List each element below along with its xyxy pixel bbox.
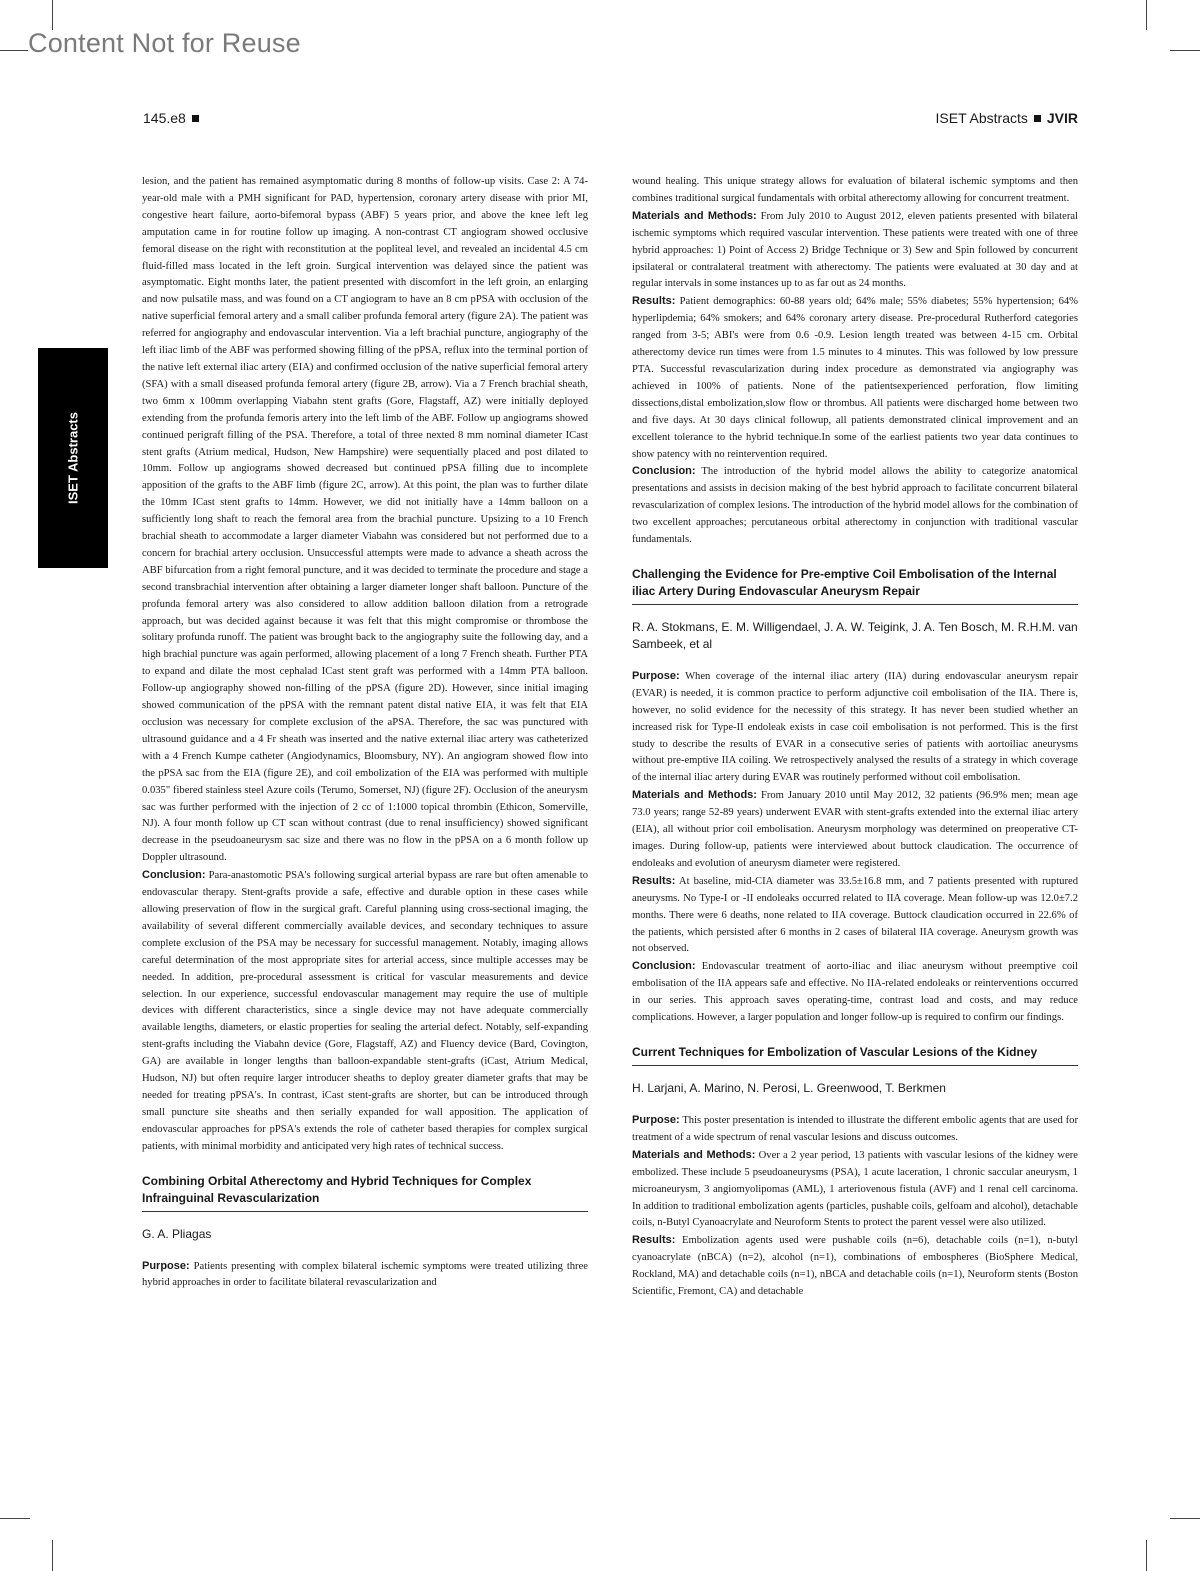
header-right: [936, 110, 1078, 126]
crop-mark: [52, 1540, 53, 1571]
case-continuation-paragraph: lesion, and the patient has remained asymptomatic during 8 months of follow-up visits. Case 2: A 74-year-old male with a PMH significant for PAD, hypertension, coronary artery disease with prior MI, congestive heart failure, aorto-bifemoral bypass (ABF) 5 years prior, and above the knee left leg amputation came in for routine follow up imaging. A non-contrast CT angiogram showed occlusive femoral disease on the right with reconstitution at the popliteal level, and revealed an incidental 4.5 cm fluid-filled mass located in the left groin. Surgical intervention was delayed since the patient was asymptomatic. Eight months later, the patient presented with discomfort in the left groin, an enlarging and now pulsatile mass, and was found on a CT angiogram to have an 8 cm pPSA with occlusion of the native superficial femoral artery and a small caliber profunda femoral artery (figure 2A). The patient was referred for angiography and endovascular intervention. Via a left brachial puncture, angiography of the left iliac limb of the ABF was performed showing filling of the pPSA, reflux into the terminal portion of the native left external iliac artery (EIA) and confirmed occlusion of the native superficial femoral artery (SFA) with a small diseased profunda femoral artery (figure 2B, arrow). Via a 7 French brachial sheath, two 6mm x 100mm overlapping Viabahn stent grafts (Gore, Flagstaff, AZ) were initially deployed extending from the profunda femoris artery into the left limb of the ABF. Follow up angiograms showed continued perigraft filling of the PSA. Therefore, a total of three nexted 8 mm nominal diameter ICast stent grafts (Atrium medical, Hudson, New Hampshire) were sequentially placed and post dilated to 10mm. Follow up angiograms showed decreased but continued pPSA filling due to incomplete apposition of the grafts to the ABF limb (figure 2C, arrow). At this point, the plan was to further dilate the 10mm ICast stent grafts to 14mm. However, we did not initially have a 14mm balloon on a sufficiently long shaft to reach the femoral area from the brachial puncture. Upsizing to a 10 French brachial sheath to accommodate a larger diameter Viabahn was considered but not performed due to a concern for brachial artery occlusion. Unsuccessful attempts were made to advance a sheath across the ABF bifurcation from a right femoral puncture, and it was decided to terminate the procedure and stage a second transbrachial intervention after obtaining a larger diameter longer shaft balloon. Puncture of the profunda femoral artery was also considered to allow addition balloon dilation from a retrograde approach, but was decided against because it was felt that this might compromise or thrombose the solitary profunda runoff. The patient was brought back to the angiography suite the following day, and a high brachial puncture was again performed, allowing placement of a long 7 French sheath. Further PTA to expand and dilate the most cephalad ICast stent graft was performed with a 14mm PTA balloon. Follow-up angiography showed non-filling of the pPSA (figure 2D). However, since initial imaging showed communication of the pPSA with the remnant patent distal native EIA, it was felt that EIA occlusion was necessary for complete exclusion of the aPSA. Therefore, the sac was punctured with ultrasound guidance and a 4 Fr sheath was inserted and the native external iliac artery was catheterized with a 4 French Kumpe catheter (Angiodynamics, Bloomsbury, NY). An angiogram showed flow into the pPSA sac from the EIA (figure 2E), and coil embolization of the EIA was performed with multiple 0.035" fibered stainless steel Azure coils (Terumo, Somerset, NJ) (figure 2F). Occlusion of the aneurysm sac was further performed with the injection of 2 cc of 1:1000 topical thrombin (Ethicon, Somerville, NJ). A four month follow up CT scan without contrast (due to renal insufficiency) showed significant decrease in the pseudoaneurysm sac size and there was no flow in the pPSA on a 6 month follow up Doppler ultrasound.: [142, 176, 588, 864]
purpose-label: Purpose:: [142, 1259, 190, 1272]
crop-mark: [0, 50, 28, 51]
materials-methods-label: Materials and Methods:: [632, 1148, 756, 1161]
purpose-text: Patients presenting with complex bilateral ischemic symptoms were treated utilizing three hybrid approaches in order to facilitate bilateral revascularization and: [142, 1260, 588, 1289]
square-bullet-icon: [1034, 115, 1041, 122]
purpose-paragraph: [632, 668, 1078, 787]
side-tab-label: ISET Abstracts: [65, 412, 81, 504]
materials-methods-paragraph: [632, 1147, 1078, 1233]
results-paragraph: [632, 873, 1078, 959]
page-header: [143, 110, 1078, 130]
materials-methods-paragraph: [632, 208, 1078, 294]
crop-mark: [0, 1518, 30, 1519]
results-text: Embolization agents used were pushable coils (n=6), detachable coils (n=1), n-butyl cyanoacrylate (nBCA) (n=2), alcohol (n=1), combinations of embospheres (BioSphere Medical, Rockland, MA) and detachable coils (n=1), nBCA and detachable coils (n=1), Neuroform stents (Boston Scientific, Fremont, CA) and detachable: [632, 1235, 1078, 1298]
purpose-label: Purpose:: [632, 1113, 680, 1126]
materials-methods-text: From January 2010 until May 2012, 32 patients (96.9% men; mean age 73.0 years; range 52-89 years) underwent EVAR with stent-grafts extended into the external iliac artery (EIA), all without prior coil embolisation. Aneurysm morphology was determined on preoperative CT-images. During follow-up, patients were interviewed about buttock claudication. The occurrence of endoleaks and evolution of aneurysm diameter were registered.: [632, 790, 1078, 869]
crop-mark: [1146, 1540, 1147, 1571]
conclusion-paragraph: [632, 958, 1078, 1027]
purpose-label: Purpose:: [632, 669, 680, 682]
crop-mark: [1170, 1518, 1200, 1519]
conclusion-label: Conclusion:: [632, 960, 696, 973]
results-text: Patient demographics: 60-88 years old; 64% male; 55% diabetes; 55% hypertension; 64% hyperlipdemia; 64% smokers; and 64% coronary artery disease. Pre-procedural Rutherford categories ranged from 3-5; ABI's were from 0.6 -0.9. Lesion length treated was between 4-15 cm. Orbital atherectomy device run times were from 1.5 minutes to 4 minutes. This was followed by low pressure PTA. Successful revascularization during index procedure as demonstrated via angiography was achieved in 100% of patients. None of the patientsexperienced perforation, flow limiting dissections,distal embolization,slow flow or thrombus. All patients were discharged home between two and five days. At 30 days clinical followup, all patients demonstrated clinical improvement and an excellent tolerance to the hybrid technique.In some of the earliest patients two year data continues to show patency with no reintervention required.: [632, 296, 1078, 460]
conclusion-text: The introduction of the hybrid model allows the ability to categorize anatomical presentations and assists in decision making of the best hybrid approach to facilitate concurrent bilateral revascularization of complex lesions. The introduction of the hybrid model allows for the combination of two excellent approaches; percutaneous orbital atherectomy in conjunction with traditional vascular fundamentals.: [632, 466, 1078, 546]
journal-name: JVIR: [1046, 110, 1078, 126]
purpose-paragraph: [632, 1112, 1078, 1147]
abstract-authors: G. A. Pliagas: [142, 1226, 212, 1241]
materials-methods-text: Over a 2 year period, 13 patients with vascular lesions of the kidney were embolized. These include 5 pseudoaneurysms (PSA), 1 acute laceration, 1 chronic saccular aneurysm, 1 microaneurysm, 3 angiomyolipomas (AML), 1 arteriovenous fistula (AVF) and 1 renal cell carcinoma. In addition to traditional embolization agents (particles, pushable coils, gelfoam and alcohol), detachable coils, n-Butyl Cyanoacrylate and Neuroform Stents to protect the parent vessel were also utilized.: [632, 1149, 1078, 1229]
square-bullet-icon: [192, 115, 199, 122]
results-paragraph: [632, 293, 1078, 463]
conclusion-paragraph: [632, 463, 1078, 549]
abstract-title: Combining Orbital Atherectomy and Hybrid Techniques for Complex Infrainguinal Revascularization: [142, 1173, 588, 1212]
abstract-authors: H. Larjani, A. Marino, N. Perosi, L. Greenwood, T. Berkmen: [632, 1080, 946, 1095]
right-column: [632, 174, 1078, 1301]
purpose-text: When coverage of the internal iliac artery (IIA) during endovascular aneurysm repair (EVAR) is needed, it is common practice to perform adjunctive coil embolisation of the IIA. There is, however, no solid evidence for the necessity of this strategy. It has never been studied whether an increased risk for Type-II endoleak exists in case coil embolisation is not performed. This is the first study to describe the results of EVAR in a consecutive series of patients with aortoiliac aneurysms without pre-emptive IIA coiling. We retrospectively analysed the results of a strategy in which coverage of the internal iliac artery during EVAR was routinely performed without coil embolisation.: [632, 670, 1078, 784]
conclusion-label: Conclusion:: [142, 869, 206, 882]
crop-mark: [1170, 50, 1200, 51]
conclusion-text: Endovascular treatment of aorto-iliac and iliac aneurysm without preemptive coil embolisation of the IIA appears safe and effective. No IIA-related endoleaks or reinterventions occurred in our series. This approach saves operating-time, contrast load and costs, and may reduce complications. However, a larger population and longer follow-up is required to confirm our findings.: [632, 961, 1078, 1024]
conclusion-label: Conclusion:: [632, 465, 696, 478]
abstract-title: Current Techniques for Embolization of Vascular Lesions of the Kidney: [632, 1044, 1078, 1066]
materials-methods-label: Materials and Methods:: [632, 209, 757, 222]
materials-methods-label: Materials and Methods:: [632, 789, 757, 802]
results-label: Results:: [632, 874, 676, 887]
abstract-authors: R. A. Stokmans, E. M. Willigendael, J. A. W. Teigink, J. A. Ten Bosch, M. R.H.M. van Sambeek, et al: [632, 619, 1078, 651]
crop-mark: [1146, 0, 1147, 30]
abstract-title: Challenging the Evidence for Pre-emptive Coil Embolisation of the Internal iliac Artery During Endovascular Aneurysm Repair: [632, 566, 1078, 605]
crop-mark: [52, 0, 53, 30]
conclusion-paragraph: [142, 867, 588, 1155]
results-label: Results:: [632, 1234, 676, 1247]
continuation-paragraph: wound healing. This unique strategy allows for evaluation of bilateral ischemic symptoms and then combines traditional surgical fundamentals with orbital atherectomy allowing for concurrent treatment.: [632, 176, 1078, 204]
section-side-tab: [38, 348, 108, 568]
watermark: Content Not for Reuse: [28, 28, 301, 58]
results-text: At baseline, mid-CIA diameter was 33.5±16.8 mm, and 7 patients presented with ruptured aneurysms. No Type-I or -II endoleaks occurred related to IIA coverage. Mean follow-up was 12.0±7.2 months. There were 6 deaths, none related to IIA coverage. Buttock claudication occurred in 22.6% of the patients, which persisted after 6 months in 2 cases of bilateral IIA coverage. Aneurysm growth was not observed.: [632, 875, 1078, 955]
conclusion-text: Para-anastomotic PSA's following surgical arterial bypass are rare but often amenable to endovascular therapy. Stent-grafts provide a safe, effective and durable option in these cases while allowing preservation of flow in the surgical graft. Careful planning using cross-sectional imaging, the availability of several different commercially available devices, and secondary techniques to assure complete exclusion of the PSA may be necessary for successful management. Notably, imaging allows careful determination of the most appropriate sites for arterial access, since multiple accesses may be needed. In addition, pre-procedural assessment is critical for vascular measurements and device selection. In our experience, successful endovascular management may require the use of multiple devices with different characteristics, since a single device may not have adequate commercially available lengths, diameters, or elastic properties for sealing the arterial defect. Notably, self-expanding stent-grafts including the Viabahn device (Gore, Flagstaff, AZ) and Fluency device (Bard, Covington, GA) are available in longer lengths than balloon-expandable stent-grafts (iCast, Atrium Medical, Hudson, NJ) but often require larger introducer sheaths to deploy greater diameter grafts that may be needed for treating pPSA's. In contrast, iCast stent-grafts are shorter, but can be introduced through small puncture site sheaths and then serially expanded for wall apposition. The application of endovascular approaches for pPSA's extends the role of catheter based therapies for complex surgical patients, with minimal morbidity and anticipated very high rates of technical success.: [142, 870, 588, 1152]
results-label: Results:: [632, 295, 676, 308]
journal-section: ISET Abstracts: [935, 110, 1028, 126]
materials-methods-paragraph: [632, 787, 1078, 873]
materials-methods-text: From July 2010 to August 2012, eleven patients presented with bilateral ischemic symptoms which required vascular intervention. These patients were treated with one of three hybrid approaches: 1) Point of Access 2) Bridge Technique or 3) Sew and Spin followed by concurrent ipsilateral or contralateral treatment with atherectomy. The patients were evaluated at 30 day and at regular intervals in some instances up to as far out as 24 months.: [632, 210, 1078, 290]
purpose-paragraph: [142, 1258, 588, 1293]
page-number: 145.e8: [143, 110, 186, 126]
purpose-text: This poster presentation is intended to illustrate the different embolic agents that are used for treatment of a wide spectrum of renal vascular lesions and discuss outcomes.: [632, 1114, 1078, 1143]
header-left: [143, 110, 205, 126]
left-column: [142, 174, 588, 1292]
results-paragraph: [632, 1232, 1078, 1301]
